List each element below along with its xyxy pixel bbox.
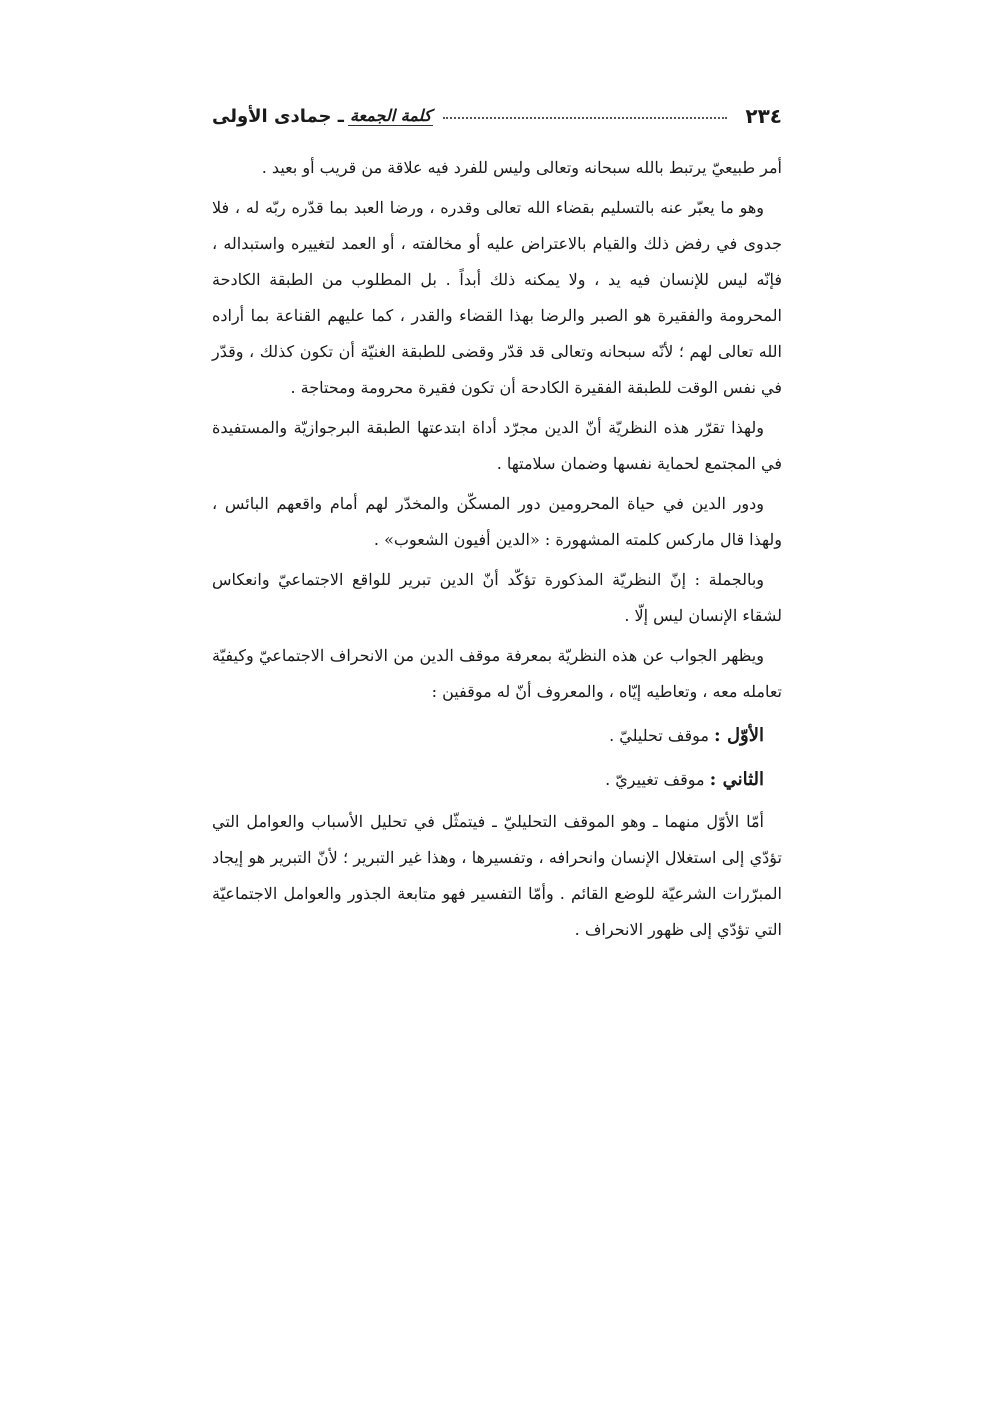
running-header <box>212 96 782 136</box>
list-item-text: موقف تحليليّ . <box>609 726 709 745</box>
list-item-first <box>212 718 782 754</box>
list-item-label: الثاني : <box>709 769 764 790</box>
header-section: ـ جمادى الأولى <box>212 105 344 127</box>
paragraph: وهو ما يعبّر عنه بالتسليم بقضاء الله تعالى وقدره ، ورضا العبد بما قدّره ربّه له ، فلا جدوى في رفض ذلك والقيام بالاعتراض عليه أو مخالفته ، أو العمد لتغييره واستبداله ، فإنّه ليس للإنسان فيه يد ، ولا يمكنه ذلك أبداً . بل المطلوب من الطبقة الكادحة المحرومة والفقيرة هو الصبر والرضا بهذا القضاء والقدر ، كما عليهم القناعة بما أراده الله تعالى لهم ؛ لأنّه سبحانه وتعالى قد قدّر وقضى للطبقة الغنيّة أن تكون كذلك ، وقدّر في نفس الوقت للطبقة الفقيرة الكادحة أن تكون فقيرة محرومة ومحتاجة . <box>212 198 783 397</box>
paragraph: أمر طبيعيّ يرتبط بالله سبحانه وتعالى وليس للفرد فيه علاقة من قريب أو بعيد . <box>261 158 782 177</box>
paragraph: ودور الدين في حياة المحرومين دور المسكّن والمخدّر لهم أمام واقعهم البائس ، ولهذا قال ماركس كلمته المشهورة : «الدين أفيون الشعوب» . <box>212 494 782 549</box>
page-number: ٢٣٤ <box>745 104 782 128</box>
paragraph: ويظهر الجواب عن هذه النظريّة بمعرفة موقف الدين من الانحراف الاجتماعيّ وكيفيّة تعامله معه ، وتعاطيه إيّاه ، والمعروف أنّ له موقفين : <box>212 646 782 701</box>
page-body <box>212 150 782 952</box>
header-title <box>212 106 433 127</box>
paragraph: وبالجملة : إنّ النظريّة المذكورة تؤكّد أنّ الدين تبرير للواقع الاجتماعيّ وانعكاس لشقاء الإنسان ليس إلّا . <box>212 570 782 625</box>
paragraph: أمّا الأوّل منهما ـ وهو الموقف التحليليّ ـ فيتمثّل في تحليل الأسباب والعوامل التي تؤدّي إلى استغلال الإنسان وانحرافه ، وتفسيرها ، وهذا غير التبرير ؛ لأنّ التبرير هو إيجاد المبرّرات الشرعيّة للوضع القائم . وأمّا التفسير فهو متابعة الجذور والعوامل الاجتماعيّة التي تؤدّي إلى ظهور الانحراف . <box>212 812 782 939</box>
journal-logo: كلمة الجمعة <box>349 105 432 125</box>
header-dotted-leader <box>443 117 727 119</box>
list-item-label: الأوّل : <box>714 725 764 746</box>
list-item-text: موقف تغييريّ . <box>605 770 705 789</box>
list-item-second <box>212 762 782 798</box>
paragraph: ولهذا تقرّر هذه النظريّة أنّ الدين مجرّد أداة ابتدعتها الطبقة البرجوازيّة والمستفيدة في المجتمع لحماية نفسها وضمان سلامتها . <box>212 418 782 473</box>
